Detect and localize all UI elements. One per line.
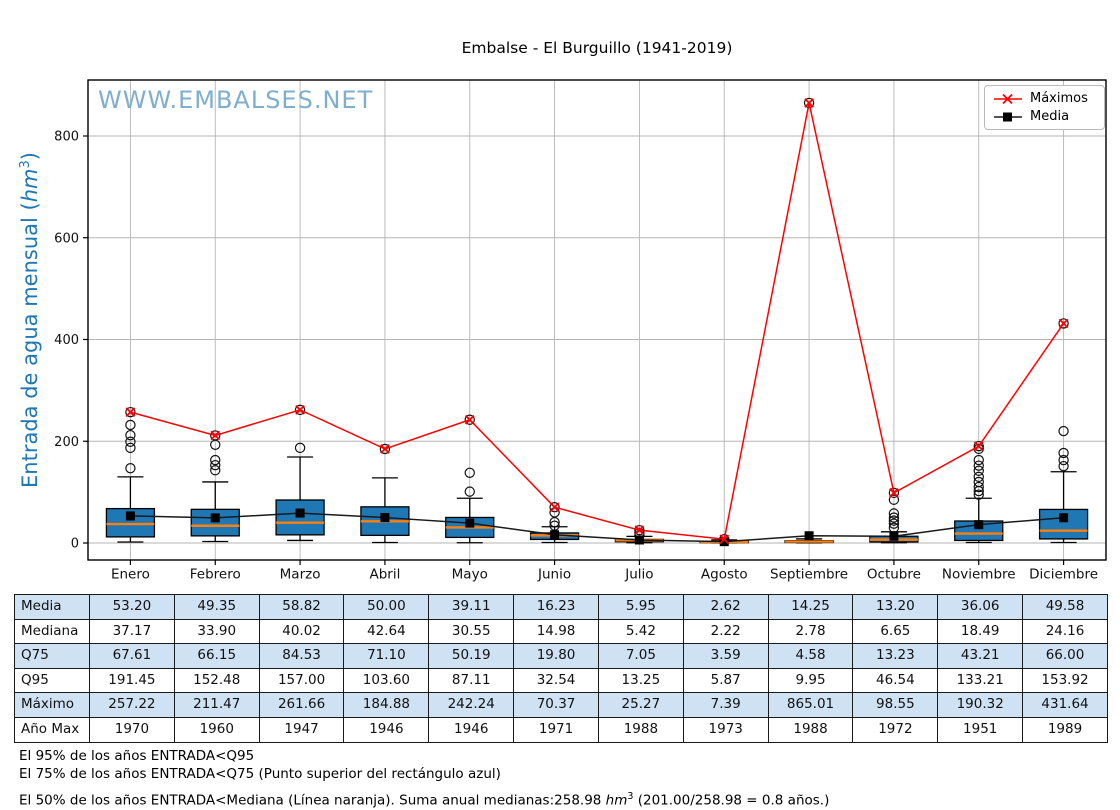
table-cell-abril: 71.10: [344, 644, 429, 669]
table-row-media: [15, 595, 1108, 620]
table-cell-agosto: 7.39: [683, 693, 768, 718]
row-label: Q75: [15, 644, 90, 669]
table-cell-mayo: 1946: [429, 717, 514, 742]
table-cell-abril: 184.88: [344, 693, 429, 718]
footnote-mediana: [19, 788, 829, 810]
table-cell-noviembre: 1951: [938, 717, 1023, 742]
legend-label-maximos: Máximos: [1030, 91, 1088, 106]
y-axis-label-close: ): [18, 152, 42, 161]
gridlines: [88, 80, 1106, 560]
media-point: [380, 513, 389, 522]
table-cell-octubre: 6.65: [853, 619, 938, 644]
table-cell-junio: 70.37: [514, 693, 599, 718]
table-cell-julio: 5.42: [598, 619, 683, 644]
legend-item-media: [993, 109, 1096, 124]
table-cell-octubre: 13.23: [853, 644, 938, 669]
table-cell-julio: 5.95: [598, 595, 683, 620]
footnote-unit: hm: [605, 792, 628, 809]
table-cell-enero: 191.45: [90, 668, 175, 693]
table-cell-marzo: 58.82: [259, 595, 344, 620]
y-tick-label: 0: [70, 536, 79, 552]
y-axis: [54, 130, 88, 552]
table-cell-marzo: 157.00: [259, 668, 344, 693]
table-cell-noviembre: 190.32: [938, 693, 1023, 718]
table-cell-septiembre: 865.01: [768, 693, 853, 718]
x-tick-label-noviembre: Noviembre: [941, 566, 1016, 583]
table-cell-abril: 1946: [344, 717, 429, 742]
watermark: WWW.EMBALSES.NET: [98, 86, 374, 114]
media-point: [1059, 513, 1068, 522]
table-row-máximo: [15, 693, 1108, 718]
footnote-mediana-tail: (201.00/258.98 = 0.8 años.): [633, 792, 830, 809]
row-label: Media: [15, 595, 90, 620]
footnote-mediana-text: El 50% de los años ENTRADA<Mediana (Línea naranja). Suma anual medianas:258.98: [19, 792, 606, 809]
media-point: [211, 513, 220, 522]
x-tick-label-septiembre: Septiembre: [770, 566, 849, 583]
table-cell-septiembre: 9.95: [768, 668, 853, 693]
table-cell-junio: 19.80: [514, 644, 599, 669]
table-cell-abril: 50.00: [344, 595, 429, 620]
table-row-mediana: [15, 619, 1108, 644]
chart-title: Embalse - El Burguillo (1941-2019): [461, 39, 733, 57]
table-cell-mayo: 242.24: [429, 693, 514, 718]
table-cell-abril: 42.64: [344, 619, 429, 644]
table-row-año-max: [15, 717, 1108, 742]
x-tick-label-enero: Enero: [110, 566, 150, 583]
table-cell-octubre: 46.54: [853, 668, 938, 693]
media-line-sample-icon: [993, 111, 1023, 123]
row-label: Mediana: [15, 619, 90, 644]
x-tick-label-agosto: Agosto: [700, 566, 748, 583]
table-cell-marzo: 1947: [259, 717, 344, 742]
row-label: Año Max: [15, 717, 90, 742]
table-cell-junio: 14.98: [514, 619, 599, 644]
table-cell-diciembre: 431.64: [1023, 693, 1108, 718]
media-series: [126, 509, 1068, 547]
footnotes: [19, 747, 829, 810]
media-point: [805, 531, 814, 540]
maximos-line-sample-icon: [993, 93, 1023, 105]
legend-label-media: Media: [1030, 109, 1070, 124]
table-cell-febrero: 1960: [174, 717, 259, 742]
media-point: [635, 535, 644, 544]
media-point: [550, 530, 559, 539]
table-cell-octubre: 98.55: [853, 693, 938, 718]
table-cell-diciembre: 66.00: [1023, 644, 1108, 669]
table-cell-agosto: 5.87: [683, 668, 768, 693]
row-label: Q95: [15, 668, 90, 693]
table-cell-diciembre: 1989: [1023, 717, 1108, 742]
table-cell-febrero: 152.48: [174, 668, 259, 693]
table-cell-enero: 53.20: [90, 595, 175, 620]
table-cell-septiembre: 4.58: [768, 644, 853, 669]
table-cell-septiembre: 14.25: [768, 595, 853, 620]
table-cell-diciembre: 49.58: [1023, 595, 1108, 620]
table-cell-julio: 1988: [598, 717, 683, 742]
table-cell-noviembre: 18.49: [938, 619, 1023, 644]
table-cell-febrero: 49.35: [174, 595, 259, 620]
table-cell-enero: 257.22: [90, 693, 175, 718]
table-cell-mayo: 87.11: [429, 668, 514, 693]
table-cell-noviembre: 133.21: [938, 668, 1023, 693]
table-cell-marzo: 84.53: [259, 644, 344, 669]
y-tick-label: 600: [54, 231, 79, 247]
x-tick-label-junio: Junio: [538, 566, 572, 583]
table-cell-septiembre: 1988: [768, 717, 853, 742]
x-tick-label-diciembre: Diciembre: [1029, 566, 1099, 583]
table-cell-noviembre: 43.21: [938, 644, 1023, 669]
table-cell-junio: 16.23: [514, 595, 599, 620]
table-cell-agosto: 1973: [683, 717, 768, 742]
x-tick-label-abril: Abril: [369, 566, 401, 583]
table-cell-octubre: 1972: [853, 717, 938, 742]
x-tick-label-mayo: Mayo: [451, 566, 488, 583]
media-point: [465, 519, 474, 528]
table-row-q75: [15, 644, 1108, 669]
y-axis-exponent: 3: [18, 160, 33, 169]
table-row-q95: [15, 668, 1108, 693]
table-cell-julio: 7.05: [598, 644, 683, 669]
footnote-q95: El 95% de los años ENTRADA<Q95: [19, 748, 255, 764]
y-tick-label: 800: [54, 129, 79, 145]
y-axis-label-text: Entrada de agua mensual (: [18, 202, 42, 488]
table-cell-julio: 13.25: [598, 668, 683, 693]
row-label: Máximo: [15, 693, 90, 718]
table-cell-mayo: 50.19: [429, 644, 514, 669]
media-point: [126, 511, 135, 520]
table-cell-enero: 67.61: [90, 644, 175, 669]
table-cell-marzo: 40.02: [259, 619, 344, 644]
y-tick-label: 400: [54, 333, 79, 348]
table-cell-agosto: 2.22: [683, 619, 768, 644]
table-cell-diciembre: 24.16: [1023, 619, 1108, 644]
x-tick-label-marzo: Marzo: [279, 566, 321, 583]
table-cell-mayo: 30.55: [429, 619, 514, 644]
x-axis: [111, 560, 1098, 583]
maximos-series: [126, 99, 1068, 544]
table-cell-enero: 37.17: [90, 619, 175, 644]
x-tick-label-julio: Julio: [625, 566, 654, 583]
table-cell-febrero: 211.47: [174, 693, 259, 718]
table-cell-julio: 25.27: [598, 693, 683, 718]
x-tick-label-octubre: Octubre: [866, 566, 921, 583]
media-point: [974, 520, 983, 529]
table-cell-febrero: 33.90: [174, 619, 259, 644]
stats-table: [14, 594, 1108, 743]
legend: [984, 85, 1105, 130]
table-cell-mayo: 39.11: [429, 595, 514, 620]
footnote-q75: El 75% de los años ENTRADA<Q75 (Punto superior del rectángulo azul): [19, 766, 501, 782]
y-tick-label: 200: [54, 434, 79, 450]
table-cell-septiembre: 2.78: [768, 619, 853, 644]
table-cell-junio: 1971: [514, 717, 599, 742]
table-cell-diciembre: 153.92: [1023, 668, 1108, 693]
media-point: [889, 532, 898, 541]
footnote-exponent: 3: [627, 791, 634, 802]
table-cell-febrero: 66.15: [174, 644, 259, 669]
table-cell-enero: 1970: [90, 717, 175, 742]
media-point: [296, 509, 305, 518]
table-cell-junio: 32.54: [514, 668, 599, 693]
table-cell-noviembre: 36.06: [938, 595, 1023, 620]
table-cell-octubre: 13.20: [853, 595, 938, 620]
x-tick-label-febrero: Febrero: [189, 566, 241, 583]
plot-border: [88, 80, 1106, 560]
y-axis-unit: hm: [18, 168, 42, 203]
table-cell-abril: 103.60: [344, 668, 429, 693]
legend-item-maximos: [993, 91, 1096, 106]
table-cell-marzo: 261.66: [259, 693, 344, 718]
table-cell-agosto: 3.59: [683, 644, 768, 669]
table-cell-agosto: 2.62: [683, 595, 768, 620]
